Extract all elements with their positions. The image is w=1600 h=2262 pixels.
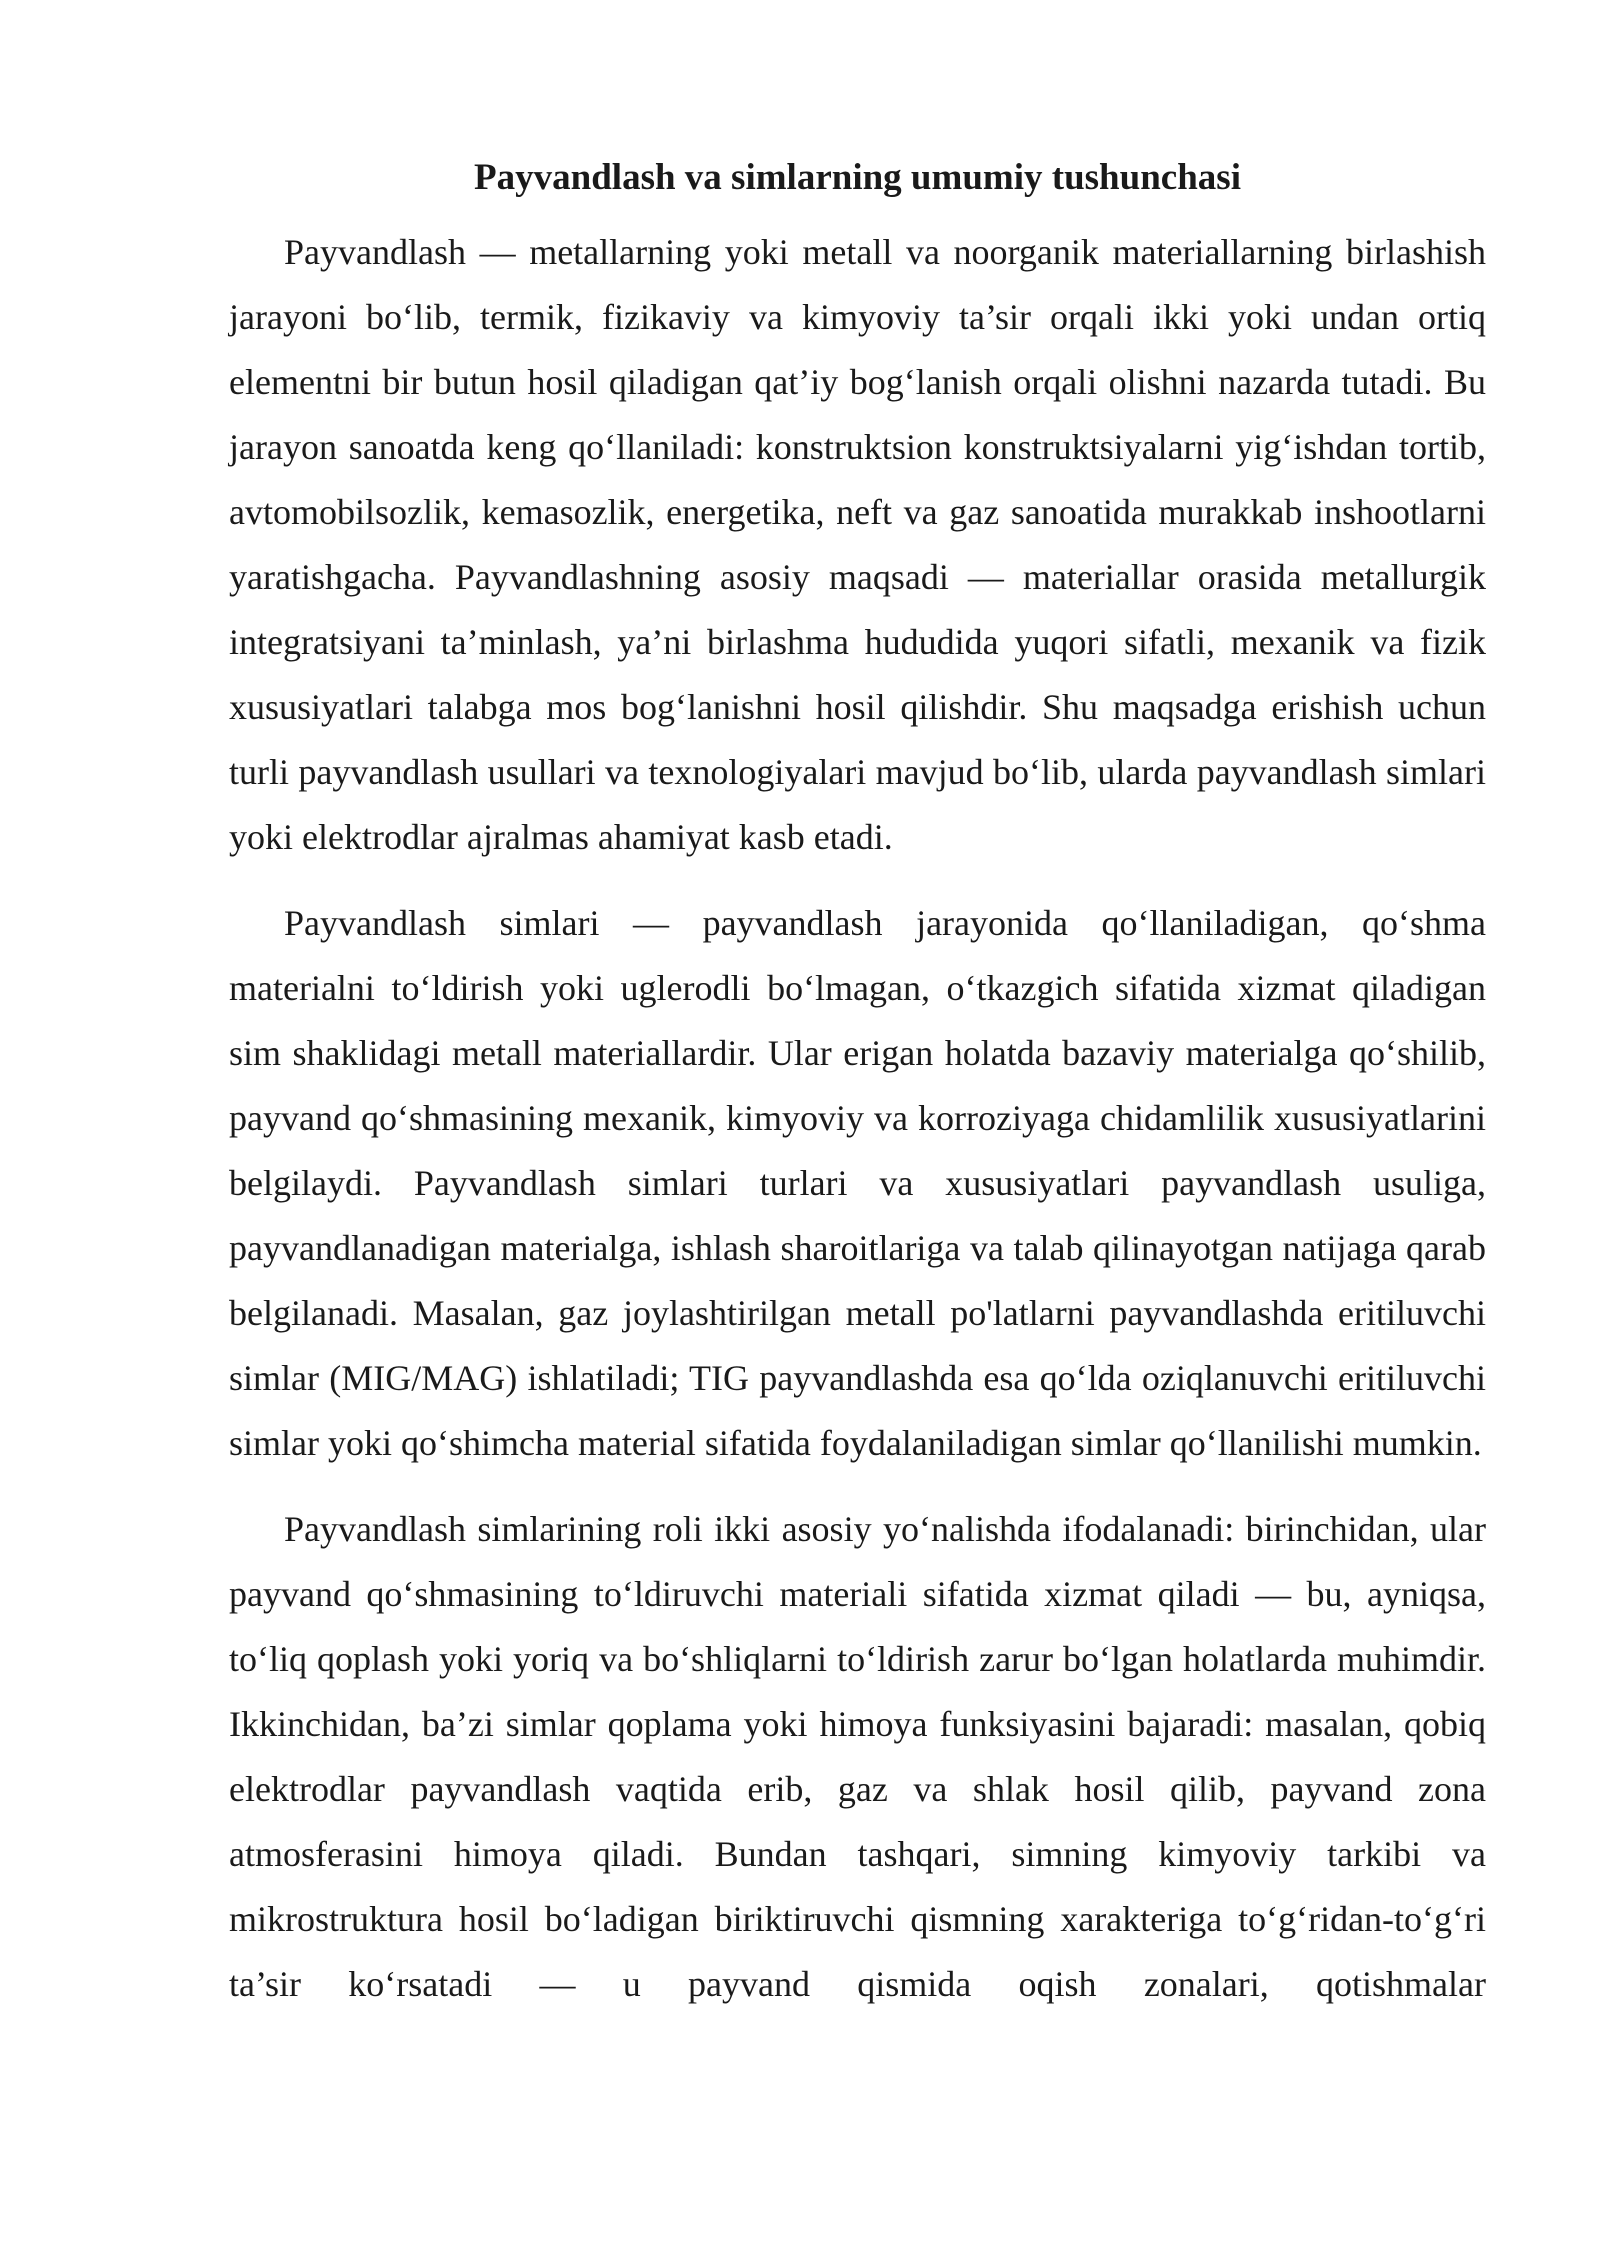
document-page xyxy=(229,148,1486,2017)
document-title: Payvandlash va simlarning umumiy tushunchasi xyxy=(474,157,1241,198)
paragraph-3: Payvandlash simlarining roli ikki asosiy yo‘nalishda ifodalanadi: birinchidan, ular payvand qo‘shmasining to‘ldiruvchi materiali sifatida xizmat qiladi — bu, ayniqsa, to‘liq qoplash yoki yoriq va bo‘shliqlarni to‘ldirish zarur bo‘lgan holatlarda muhimdir. Ikkinchidan, ba’zi simlar qoplama yoki himoya funksiyasini bajaradi: masalan, qobiq elektrodlar payvandlash vaqtida erib, gaz va shlak hosil qilib, payvand zona atmosferasini himoya qiladi. Bundan tashqari, simning kimyoviy tarkibi va mikrostruktura hosil bo‘ladigan biriktiruvchi qismning xarakteriga to‘g‘ridan-to‘g‘ri ta’sir ko‘rsatadi — u payvand qismida oqish zonalari, qotishmalar xyxy=(229,1509,1486,2004)
paragraph-1: Payvandlash — metallarning yoki metall va noorganik materiallarning birlashish jarayoni bo‘lib, termik, fizikaviy va kimyoviy ta’sir orqali ikki yoki undan ortiq elementni bir butun hosil qiladigan qat’iy bog‘lanish orqali olishni nazarda tutadi. Bu jarayon sanoatda keng qo‘llaniladi: konstruktsion konstruktsiyalarni yig‘ishdan tortib, avtomobilsozlik, kemasozlik, energetika, neft va gaz sanoatida murakkab inshootlarni yaratishgacha. Payvandlashning asosiy maqsadi — materiallar orasida metallurgik integratsiyani ta’minlash, ya’ni birlashma hududida yuqori sifatli, mexanik va fizik xususiyatlari talabga mos bog‘lanishni hosil qilishdir. Shu maqsadga erishish uchun turli payvandlash usullari va texnologiyalari mavjud bo‘lib, ularda payvandlash simlari yoki elektrodlar ajralmas ahamiyat kasb etadi. xyxy=(229,232,1486,857)
paragraph-2: Payvandlash simlari — payvandlash jarayonida qo‘llaniladigan, qo‘shma materialni to‘ldirish yoki uglerodli bo‘lmagan, o‘tkazgich sifatida xizmat qiladigan sim shaklidagi metall materiallardir. Ular erigan holatda bazaviy materialga qo‘shilib, payvand qo‘shmasining mexanik, kimyoviy va korroziyaga chidamlilik xususiyatlarini belgilaydi. Payvandlash simlari turlari va xususiyatlari payvandlash usuliga, payvandlanadigan materialga, ishlash sharoitlariga va talab qilinayotgan natijaga qarab belgilanadi. Masalan, gaz joylashtirilgan metall po'latlarni payvandlashda eritiluvchi simlar (MIG/MAG) ishlatiladi; TIG payvandlashda esa qo‘lda oziqlanuvchi eritiluvchi simlar yoki qo‘shimcha material sifatida foydalaniladigan simlar qo‘llanilishi mumkin. xyxy=(229,903,1486,1463)
